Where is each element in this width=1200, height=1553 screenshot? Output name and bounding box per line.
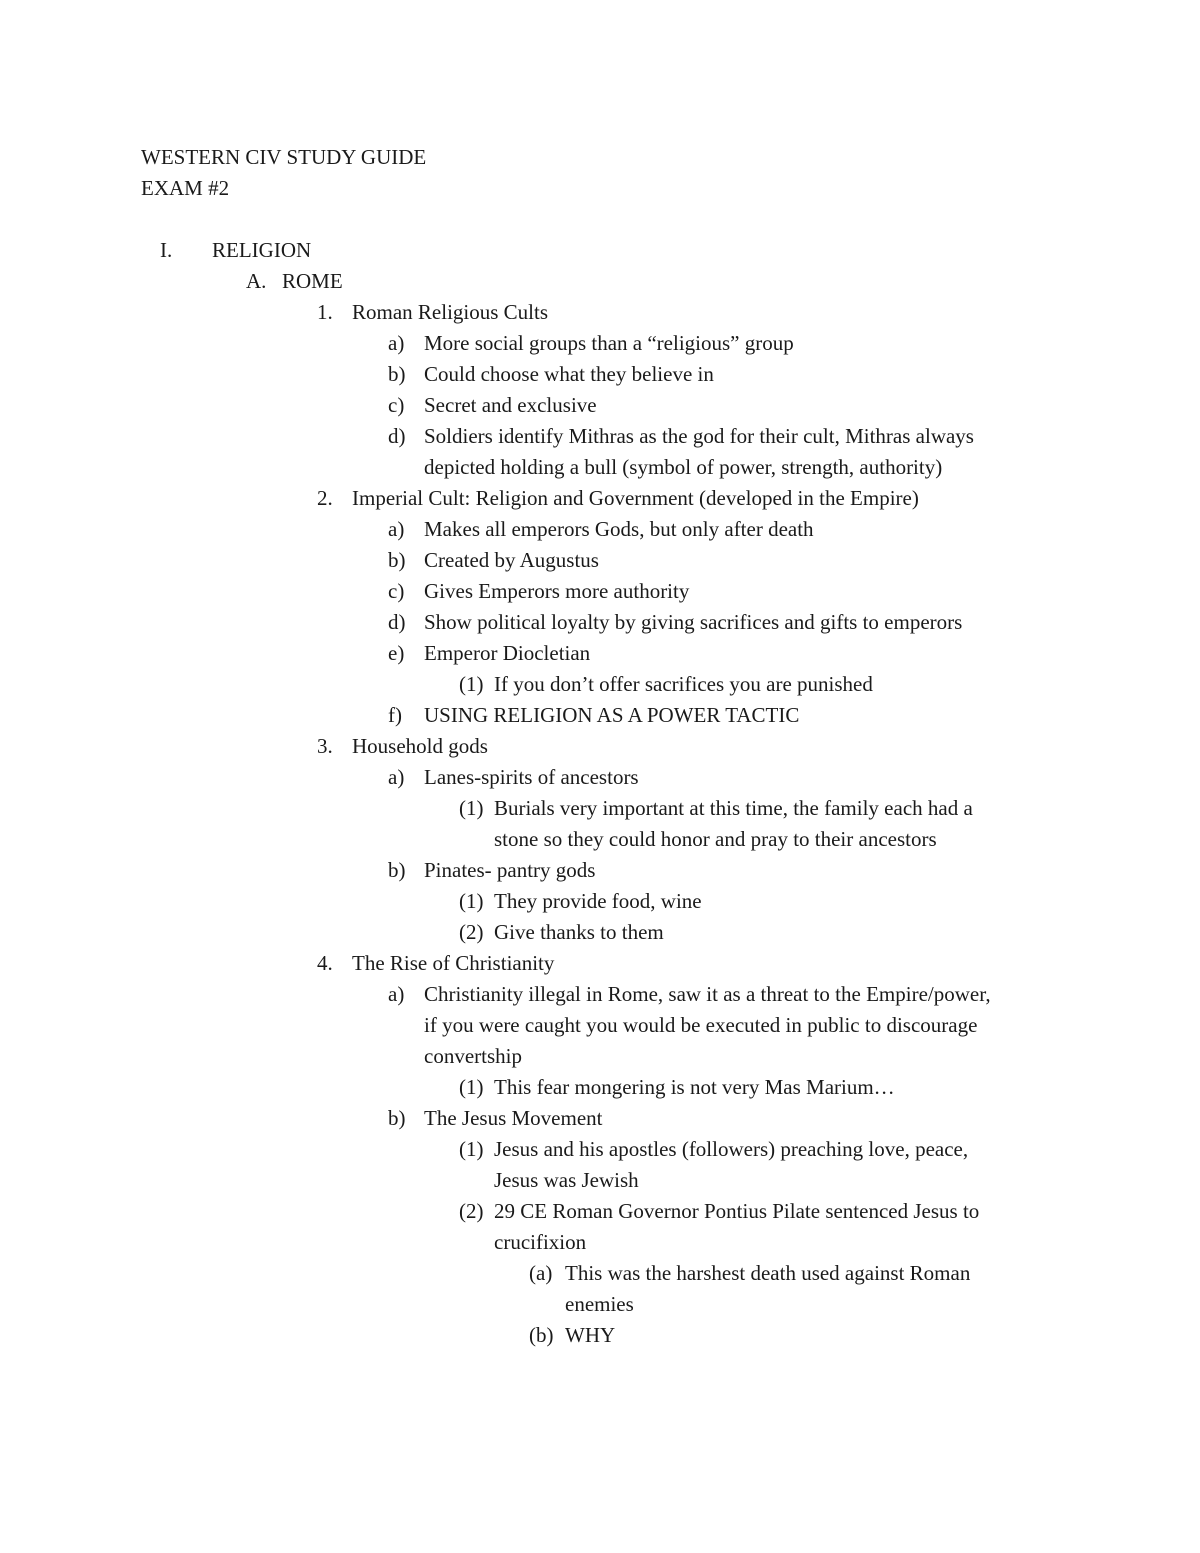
outline-marker: 3.	[317, 734, 333, 758]
outline-text: ROME	[282, 269, 343, 293]
outline-marker: a)	[388, 517, 405, 541]
outline-text: Show political loyalty by giving sacrifices and gifts to emperors	[424, 610, 963, 634]
outline-text: The Rise of Christianity	[352, 951, 555, 975]
outline-text: Jesus and his apostles (followers) preaching love, peace,	[494, 1137, 969, 1161]
outline-text: Pinates- pantry gods	[424, 858, 596, 882]
outline-text: Household gods	[352, 734, 488, 758]
outline-text: depicted holding a bull (symbol of power, strength, authority)	[424, 455, 943, 479]
outline-marker: c)	[388, 393, 405, 417]
document-page: WESTERN CIV STUDY GUIDE EXAM #2 I. RELIGION A. ROME 1. Roman Religious Cults a) More social groups than a “religious” group b) Could choose what they believe in c) Secret and exclusive d) Soldiers identify Mithras as the god for their cult, Mithras always depicted holding a bull (symbol of power, strength, authority) 2. Imperial Cult: Religion and Government (developed in the Empire) a) Makes all emperors Gods, but only after death b) Created by Augustus c) Gives Emperors more authority d) Show political loyalty by giving sacrifices and gifts to emperors e) Emperor Diocletian (1) If you don’t offer sacrifices you are punished f) USING RELIGION AS A POWER TACTIC 3. Household gods a) Lanes-spirits of ancestors (1) Burials very important at this time, the family each had a stone so they could honor and pray to their ancestors b) Pinates- pantry gods (1) They provide food, wine (2) Give thanks to them 4. The Rise of Christianity a) Christianity illegal in Rome, saw it as a threat to the Empire/power, if you were caught you would be executed in public to discourage convertship (1) This fear mongering is not very Mas Marium… b) The Jesus Movement (1) Jesus and his apostles (followers) preaching love, peace, Jesus was Jewish (2) 29 CE Roman Governor Pontius Pilate sentenced Jesus to crucifixion (a) This was the harshest death used against Roman enemies (b) WHY	[141, 145, 991, 1347]
outline-text: This fear mongering is not very Mas Marium…	[494, 1075, 895, 1099]
outline-marker: b)	[388, 548, 406, 572]
outline-marker: (1)	[459, 1075, 484, 1099]
outline-marker: 1.	[317, 300, 333, 324]
outline-text: More social groups than a “religious” group	[424, 331, 794, 355]
outline-text: Gives Emperors more authority	[424, 579, 690, 603]
outline-text: convertship	[424, 1044, 522, 1068]
outline-marker: 2.	[317, 486, 333, 510]
outline-marker: b)	[388, 362, 406, 386]
outline-marker: (1)	[459, 672, 484, 696]
outline-text: Give thanks to them	[494, 920, 664, 944]
outline-text: stone so they could honor and pray to their ancestors	[494, 827, 937, 851]
outline-text: Christianity illegal in Rome, saw it as a threat to the Empire/power,	[424, 982, 991, 1006]
outline-text: Could choose what they believe in	[424, 362, 714, 386]
outline-marker: c)	[388, 579, 405, 603]
outline-text: WHY	[565, 1323, 616, 1347]
outline-marker: A.	[246, 269, 267, 293]
outline-text: crucifixion	[494, 1230, 587, 1254]
outline-marker: a)	[388, 331, 405, 355]
outline-marker: b)	[388, 858, 406, 882]
outline-text: Imperial Cult: Religion and Government (developed in the Empire)	[352, 486, 919, 510]
outline-text: Makes all emperors Gods, but only after death	[424, 517, 814, 541]
outline-text: Secret and exclusive	[424, 393, 597, 417]
outline-text: Burials very important at this time, the family each had a	[494, 796, 973, 820]
outline-marker: a)	[388, 765, 405, 789]
outline-marker: e)	[388, 641, 405, 665]
outline-marker: d)	[388, 424, 406, 448]
outline-text: Soldiers identify Mithras as the god for their cult, Mithras always	[424, 424, 974, 448]
outline-marker: d)	[388, 610, 406, 634]
outline-marker: (a)	[529, 1261, 553, 1285]
outline-text: Lanes-spirits of ancestors	[424, 765, 639, 789]
outline-text: Created by Augustus	[424, 548, 599, 572]
outline-marker: (1)	[459, 889, 484, 913]
outline-text: RELIGION	[212, 238, 312, 262]
outline-marker: (1)	[459, 1137, 484, 1161]
outline-marker: (1)	[459, 796, 484, 820]
outline-text: If you don’t offer sacrifices you are punished	[494, 672, 873, 696]
outline-text: This was the harshest death used against Roman	[565, 1261, 971, 1285]
outline-marker: (2)	[459, 920, 484, 944]
outline-marker: (2)	[459, 1199, 484, 1223]
outline-text: USING RELIGION AS A POWER TACTIC	[424, 703, 800, 727]
outline-marker: 4.	[317, 951, 333, 975]
outline-marker: (b)	[529, 1323, 554, 1347]
outline-text: The Jesus Movement	[424, 1106, 603, 1130]
outline-text: if you were caught you would be executed in public to discourage	[424, 1013, 978, 1037]
outline-text: enemies	[565, 1292, 634, 1316]
outline-marker: f)	[388, 703, 402, 727]
outline-text: Roman Religious Cults	[352, 300, 549, 324]
outline-text: Emperor Diocletian	[424, 641, 591, 665]
outline-marker: I.	[160, 238, 173, 262]
outline-text: They provide food, wine	[494, 889, 702, 913]
outline-marker: b)	[388, 1106, 406, 1130]
outline-text: 29 CE Roman Governor Pontius Pilate sentenced Jesus to	[494, 1199, 980, 1223]
outline-text: Jesus was Jewish	[494, 1168, 639, 1192]
outline-marker: a)	[388, 982, 405, 1006]
